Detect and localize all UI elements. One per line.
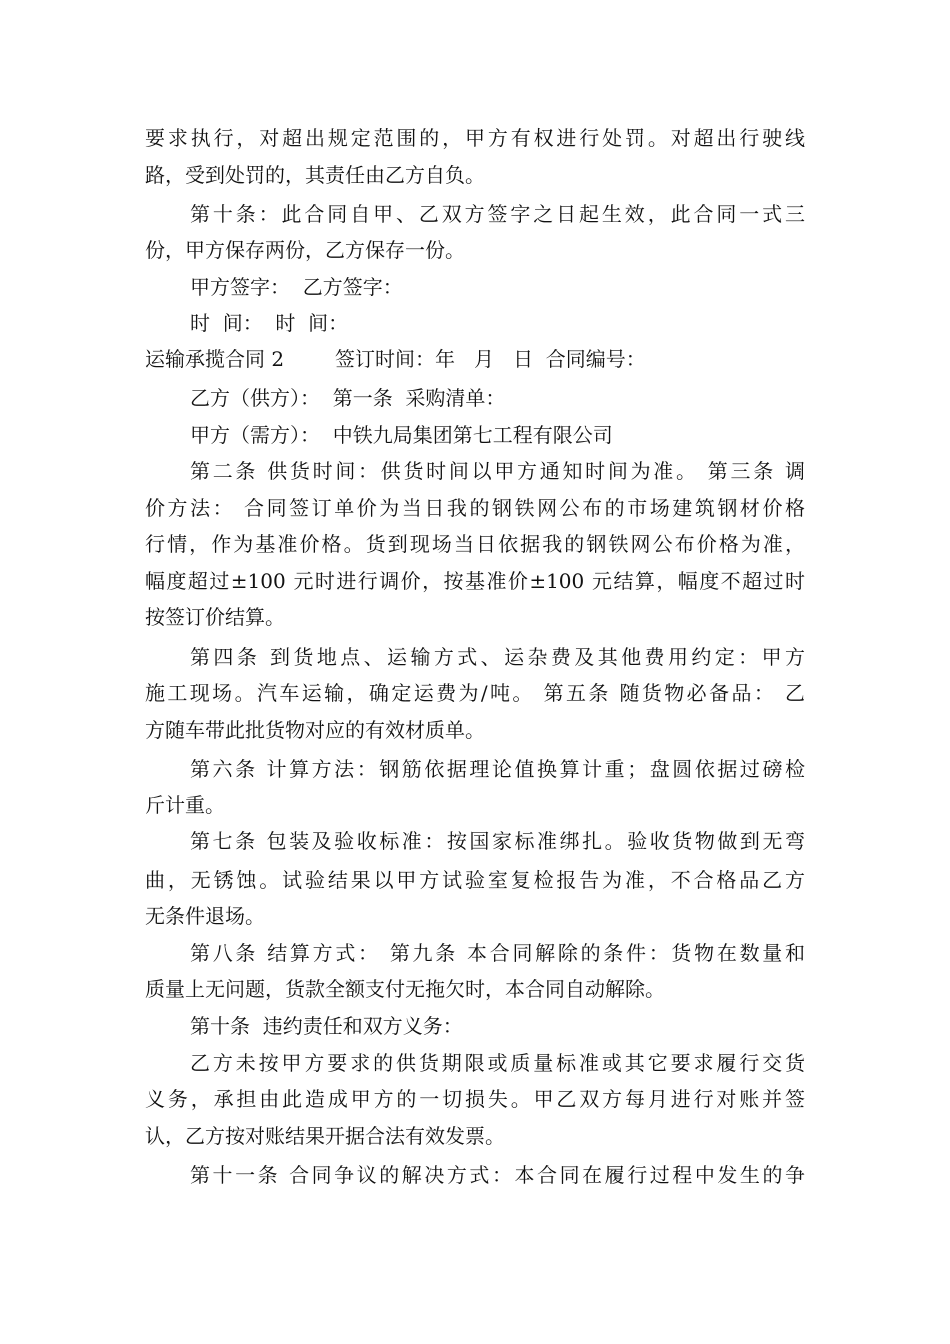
text-line: 乙方未按甲方要求的供货期限或质量标准或其它要求履行交货 <box>190 1051 805 1075</box>
text-line: 价方法： 合同签订单价为当日我的钢铁网公布的市场建筑钢材价格 <box>145 496 805 520</box>
signature-line: 甲方签字： 乙方签字： <box>190 275 403 299</box>
text-line: 斤计重。 <box>145 793 225 817</box>
text-line: 第七条 包装及验收标准：按国家标准绑扎。验收货物做到无弯 <box>190 829 805 853</box>
text-line: 义务，承担由此造成甲方的一切损失。甲乙双方每月进行对账并签 <box>145 1087 805 1111</box>
text-line: 无条件退场。 <box>145 904 265 928</box>
text-line: 施工现场。汽车运输，确定运费为/吨。 第五条 随货物必备品： 乙 <box>145 681 805 705</box>
text-line: 乙方（供方）： 第一条 采购清单： <box>190 386 506 410</box>
contract-heading: 运输承揽合同 2 签订时间：年 月 日 合同编号： <box>145 347 646 371</box>
text-line: 第八条 结算方式： 第九条 本合同解除的条件：货物在数量和 <box>190 941 805 965</box>
text-line: 路，受到处罚的，其责任由乙方自负。 <box>145 163 485 187</box>
text-line: 第四条 到货地点、运输方式、运杂费及其他费用约定：甲方 <box>190 645 805 669</box>
text-line: 第二条 供货时间：供货时间以甲方通知时间为准。 第三条 调 <box>190 459 805 483</box>
text-line: 方随车带此批货物对应的有效材质单。 <box>145 718 485 742</box>
text-line: 第十一条 合同争议的解决方式：本合同在履行过程中发生的争 <box>190 1163 805 1187</box>
text-line: 第十条：此合同自甲、乙双方签字之日起生效，此合同一式三 <box>190 202 805 226</box>
text-line: 行情，作为基准价格。货到现场当日依据我的钢铁网公布价格为准， <box>145 532 805 556</box>
text-line: 份，甲方保存两份，乙方保存一份。 <box>145 238 465 262</box>
text-line: 要求执行，对超出规定范围的，甲方有权进行处罚。对超出行驶线 <box>145 126 805 150</box>
text-line: 认，乙方按对账结果开据合法有效发票。 <box>145 1124 505 1148</box>
text-line: 按签订价结算。 <box>145 605 285 629</box>
text-line: 第六条 计算方法：钢筋依据理论值换算计重；盘圆依据过磅检 <box>190 757 805 781</box>
text-line: 第十条 违约责任和双方义务： <box>190 1014 463 1038</box>
text-line: 甲方（需方）： 中铁九局集团第七工程有限公司 <box>190 423 613 447</box>
text-line: 质量上无问题，货款全额支付无拖欠时，本合同自动解除。 <box>145 977 665 1001</box>
text-line: 幅度超过±100 元时进行调价，按基准价±100 元结算，幅度不超过时 <box>145 569 805 593</box>
time-line: 时 间： 时 间： <box>190 311 349 335</box>
text-line: 曲，无锈蚀。试验结果以甲方试验室复检报告为准，不合格品乙方 <box>145 868 805 892</box>
